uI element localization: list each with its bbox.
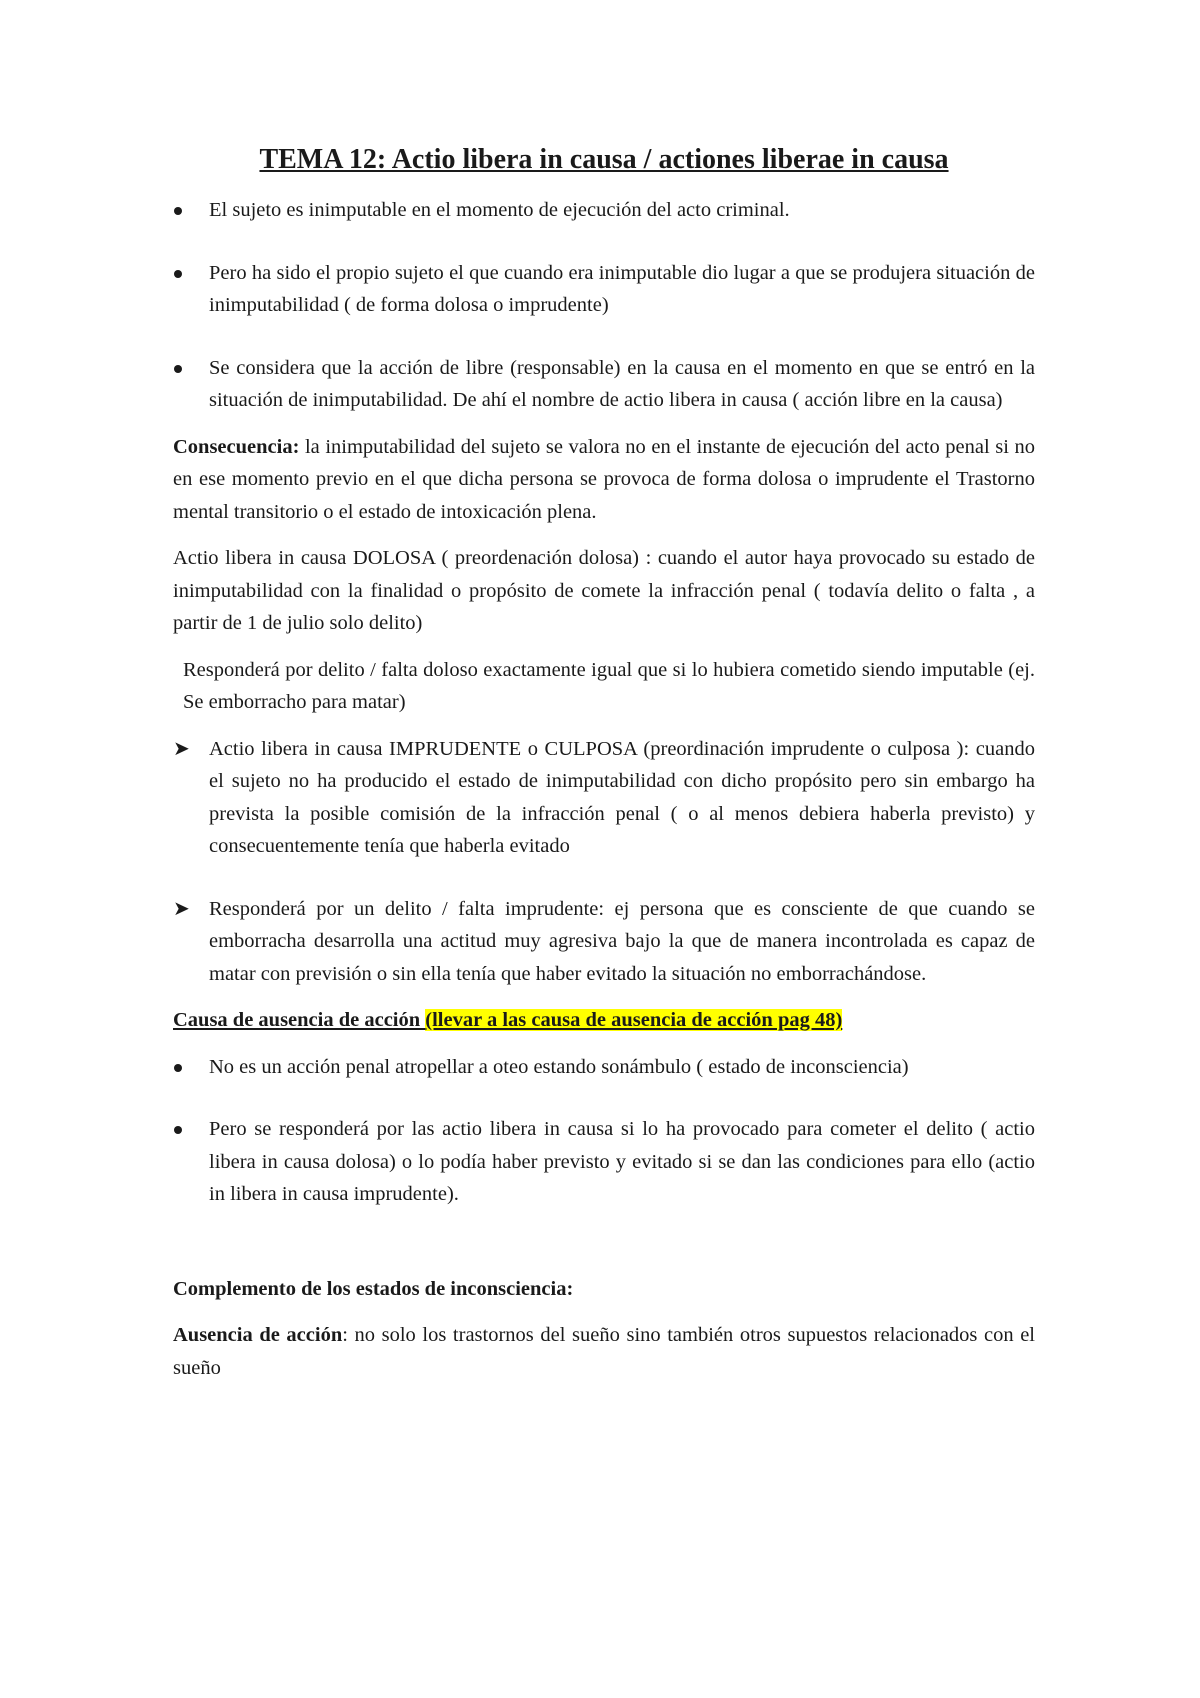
- consecuencia-label: Consecuencia:: [173, 435, 300, 458]
- list-item-text: No es un acción penal atropellar a oteo estando sonámbulo ( estado de inconsciencia): [209, 1055, 909, 1078]
- list-item-text: Responderá por un delito / falta imprudente: ej persona que es consciente de que cuando se emborracha desarrolla una actitud muy agresiva bajo la que de manera incontrolada es capaz de matar con previsión o sin ella tenía que haber evitado la situación no emborrachándose.: [209, 897, 1035, 985]
- dolosa-paragraph: Actio libera in causa DOLOSA ( preordenación dolosa) : cuando el autor haya provocado su estado de inimputabilidad con la finalidad o propósito de comete la infracción penal ( todavía delito o falta , a partir de 1 de julio solo delito): [173, 547, 1035, 634]
- list-item: [173, 257, 1035, 322]
- list-item-text: El sujeto es inimputable en el momento de ejecución del acto criminal.: [209, 199, 790, 221]
- ausencia-label: Ausencia de acción: [173, 1324, 343, 1346]
- page-title: TEMA 12: Actio libera in causa / actiones liberae in causa: [259, 144, 949, 175]
- ausencia-text: : no solo los trastornos del sueño sino también otros supuestos relacionados con el sueño: [173, 1324, 1035, 1379]
- consecuencia-text: la inimputabilidad del sujeto se valora no en el instante de ejecución del acto penal si no en ese momento previo en el que dicha persona se provoca de forma dolosa o imprudente el Trastorno mental transitorio o el estado de intoxicación plena.: [173, 435, 1035, 523]
- respondera-paragraph: Responderá por delito / falta doloso exactamente igual que si lo hubiera cometido siendo imputable (ej. Se emborracho para matar): [183, 658, 1035, 713]
- list-item: [173, 352, 1035, 417]
- complemento-heading: Complemento de los estados de inconsciencia:: [173, 1277, 574, 1300]
- ausencia-paragraph: [173, 1319, 1035, 1384]
- list-item: [173, 1051, 1035, 1084]
- causa-heading-label: Causa de ausencia de acción: [173, 1009, 426, 1031]
- document-page: [173, 140, 1035, 1384]
- list-item-text: Actio libera in causa IMPRUDENTE o CULPOSA (preordinación imprudente o culposa ): cuando el sujeto no ha producido el estado de inimputabilidad con dicho propósito pero sin embargo ha prevista la posible comisión de la infracción penal ( o al menos debiera haberla previsto) y consecuentemente tenía que haberla evitado: [209, 737, 1035, 857]
- causa-heading: [173, 1004, 1035, 1037]
- list-item: [173, 733, 1035, 863]
- bullet-list-1: [173, 194, 1035, 417]
- arrow-bullet-icon: ➤: [173, 737, 190, 760]
- arrow-list: [173, 733, 1035, 991]
- bullet-list-2: [173, 1051, 1035, 1211]
- list-item: [173, 1113, 1035, 1211]
- consecuencia-paragraph: [173, 431, 1035, 529]
- list-item: [173, 194, 1035, 227]
- list-item-text: Se considera que la acción de libre (responsable) en la causa en el momento en que se entró en la situación de inimputabilidad. De ahí el nombre de actio libera in causa ( acción libre en la causa): [209, 356, 1035, 411]
- list-item-text: Pero ha sido el propio sujeto el que cuando era inimputable dio lugar a que se produjera situación de inimputabilidad ( de forma dolosa o imprudente): [209, 261, 1035, 316]
- list-item: [173, 893, 1035, 991]
- causa-heading-highlight: (llevar a las causa de ausencia de acción pag 48): [425, 1009, 843, 1031]
- arrow-bullet-icon: ➤: [173, 897, 190, 920]
- list-item-text: Pero se responderá por las actio libera in causa si lo ha provocado para cometer el delito ( actio libera in causa dolosa) o lo podía haber previsto y evitado si se dan las condiciones para ello (actio in libera in causa imprudente).: [209, 1118, 1035, 1205]
